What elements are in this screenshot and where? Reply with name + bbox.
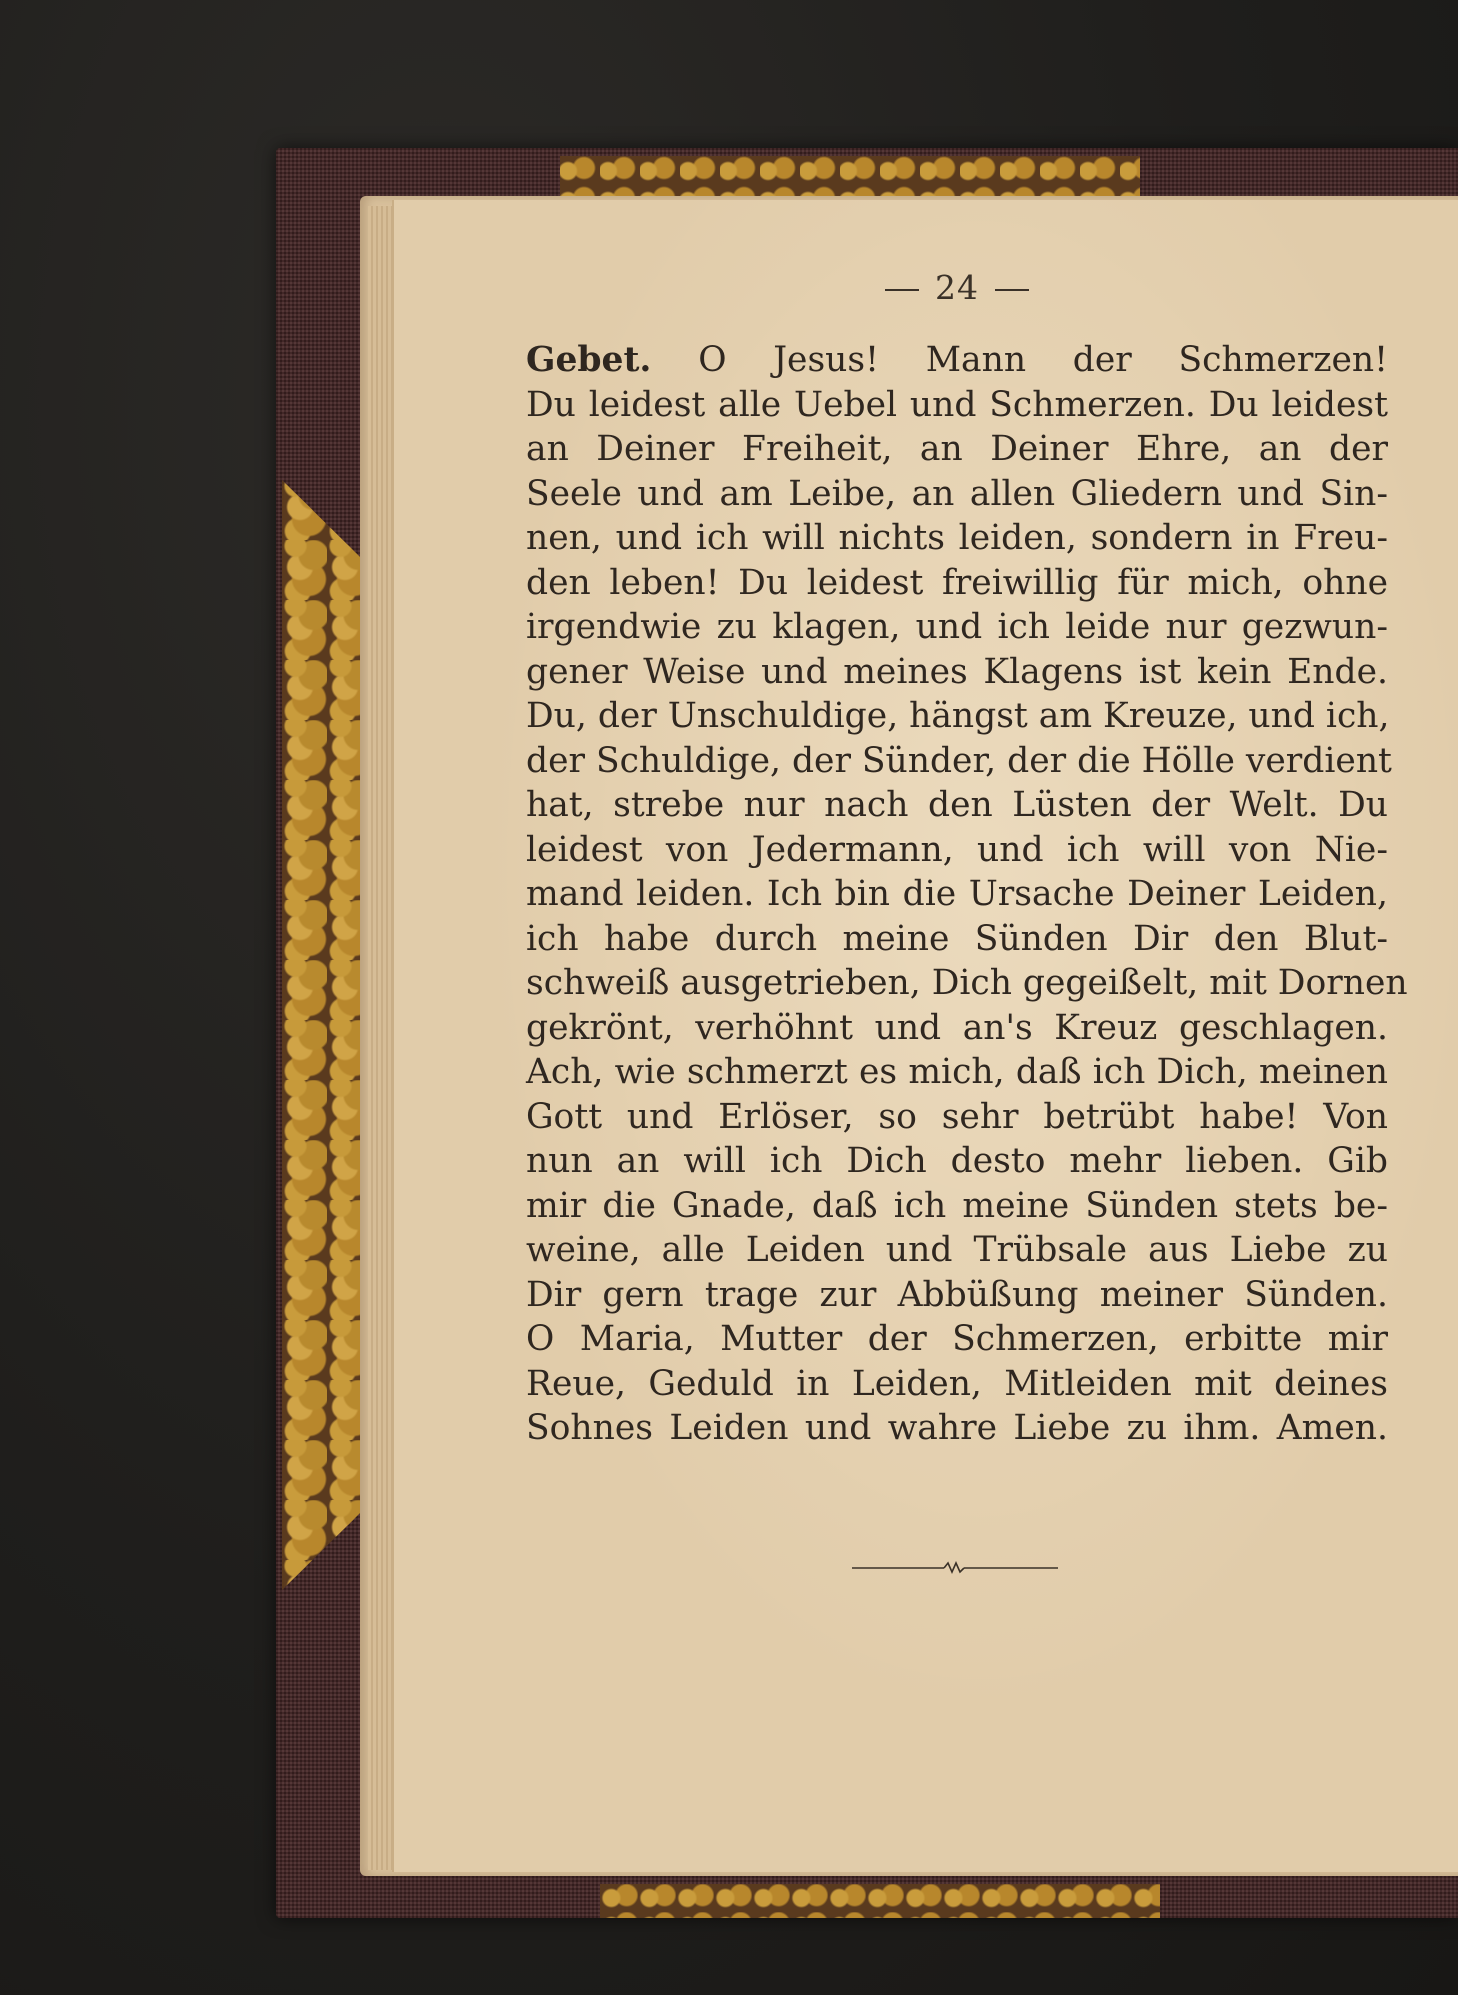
- dash-left: [885, 289, 919, 291]
- text-line: nen, und ich will nichts leiden, sondern in Freu-: [526, 518, 1388, 558]
- marbled-corner-left: [282, 480, 372, 1590]
- text-line: Sohnes Leiden und wahre Liebe zu ihm. Amen.: [526, 1408, 1388, 1448]
- text-line: gener Weise und meines Klagens ist kein Ende.: [526, 651, 1388, 692]
- text-line: Du leidest alle Uebel und Schmerzen. Du leidest: [526, 384, 1388, 425]
- text-line: gekrönt, verhöhnt und an's Kreuz geschlagen.: [526, 1007, 1388, 1048]
- text-line: ich habe durch meine Sünden Dir den Blut-: [526, 918, 1388, 959]
- text-line: der Schuldige, der Sünder, der die Hölle verdient: [526, 740, 1392, 781]
- text-line: weine, alle Leiden und Trübsale aus Liebe zu: [526, 1230, 1388, 1270]
- dash-right: [995, 289, 1029, 291]
- page-number-value: 24: [935, 268, 979, 307]
- text-line: nun an will ich Dich desto mehr lieben. Gib: [526, 1141, 1388, 1181]
- prayer-title: Gebet.: [526, 340, 652, 380]
- text-line: leidest von Jedermann, und ich will von Nie-: [526, 829, 1388, 870]
- text-line: hat, strebe nur nach den Lüsten der Welt. Du: [526, 785, 1388, 825]
- text-line: Reue, Geduld in Leiden, Mitleiden mit deines: [526, 1363, 1388, 1404]
- marbled-edge-top: [560, 156, 1140, 196]
- divider-flourish-icon: [852, 1558, 1058, 1578]
- text-line: O Maria, Mutter der Schmerzen, erbitte mir: [526, 1319, 1388, 1359]
- prayer-text: [526, 338, 1408, 1451]
- text-line: Du, der Unschuldige, hängst am Kreuze, und ich,: [526, 696, 1390, 736]
- text-line: Seele und am Leibe, an allen Gliedern und Sin-: [526, 473, 1388, 514]
- text-line: an Deiner Freiheit, an Deiner Ehre, an der: [526, 429, 1388, 469]
- text-line: Gebet. O Jesus! Mann der Schmerzen!: [526, 340, 1388, 380]
- text-line: mand leiden. Ich bin die Ursache Deiner Leiden,: [526, 874, 1388, 914]
- text-line: irgendwie zu klagen, und ich leide nur gezwun-: [526, 607, 1388, 647]
- text-line: Ach, wie schmerzt es mich, daß ich Dich, meinen: [526, 1052, 1388, 1092]
- text-line: Gott und Erlöser, so sehr betrübt habe! Von: [526, 1096, 1388, 1137]
- text-line: den leben! Du leidest freiwillig für mich, ohne: [526, 562, 1388, 603]
- text-line: mir die Gnade, daß ich meine Sünden stets be-: [526, 1185, 1388, 1226]
- text-line: Dir gern trage zur Abbüßung meiner Sünden.: [526, 1274, 1388, 1315]
- page-number: [852, 268, 1062, 307]
- text-line: schweiß ausgetrieben, Dich gegeißelt, mit Dornen: [526, 963, 1408, 1003]
- marbled-edge-bottom: [600, 1884, 1160, 1918]
